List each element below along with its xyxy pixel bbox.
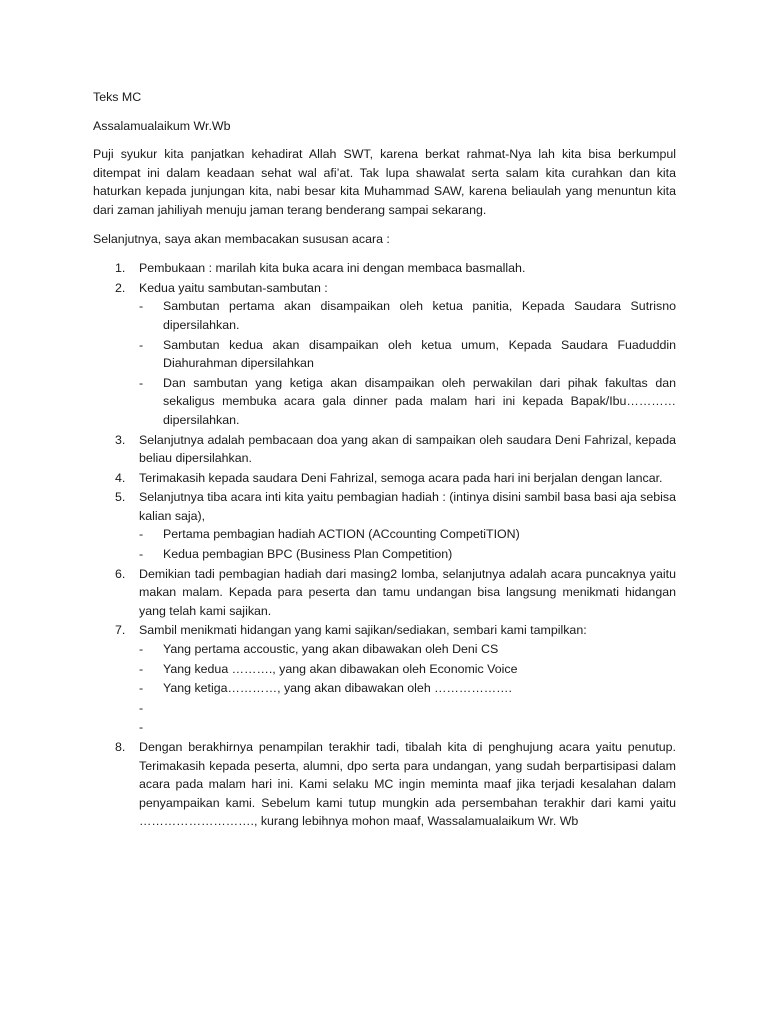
agenda-item — [93, 259, 676, 278]
agenda-item — [93, 621, 676, 737]
dash-bullet: - — [139, 720, 144, 735]
agenda-item-number: 5. — [115, 490, 126, 505]
agenda-subitem — [139, 699, 676, 718]
agenda-subitem — [139, 525, 676, 544]
dash-bullet: - — [139, 337, 144, 352]
dash-bullet: - — [139, 547, 144, 562]
document-body — [93, 88, 676, 832]
agenda-subitem-text: Kedua pembagian BPC (Business Plan Competition) — [163, 547, 453, 562]
agenda-item-text: Terimakasih kepada saudara Deni Fahrizal, semoga acara pada hari ini berjalan dengan lancar. — [139, 470, 663, 485]
dash-bullet: - — [139, 527, 144, 542]
agenda-item-number: 7. — [115, 623, 126, 638]
agenda-subitem-text: Yang kedua ………., yang akan dibawakan oleh Economic Voice — [163, 661, 518, 676]
agenda-subitem-text: Yang ketiga…………, yang akan dibawakan oleh ………………. — [163, 681, 512, 696]
agenda-item-number: 3. — [115, 432, 126, 447]
dash-bullet: - — [139, 642, 144, 657]
agenda-item-text: Selanjutnya tiba acara inti kita yaitu pembagian hadiah : (intinya disini sambil basa basi aja sebisa kalian saja), — [139, 490, 676, 523]
greeting-line: Assalamualaikum Wr.Wb — [93, 118, 231, 133]
agenda-subitem — [139, 718, 676, 737]
agenda-item-text: Dengan berakhirnya penampilan terakhir tadi, tibalah kita di penghujung acara yaitu penutup. Terimakasih kepada peserta, alumni, dpo serta para undangan, yang sudah berpartisipasi dalam acara pada malam hari ini. Kami selaku MC ingin meminta maaf jika terjadi kesalahan dalam penyampaikan kami. Sebelum kami tutup mungkin ada persembahan terakhir dari kami yaitu ………………………., kurang lebihnya mohon maaf, Wassalamualaikum Wr. Wb — [139, 740, 676, 829]
agenda-subitem — [139, 660, 676, 679]
agenda-item — [93, 565, 676, 621]
agenda-sublist — [139, 525, 676, 563]
agenda-item-text: Demikian tadi pembagian hadiah dari masing2 lomba, selanjutnya adalah acara puncaknya yaitu makan malam. Kepada para peserta dan tamu undangan bisa langsung menikmati hidangan yang telah kami sajikan. — [139, 566, 676, 618]
agenda-subitem-text: Sambutan pertama akan disampaikan oleh ketua panitia, Kepada Saudara Sutrisno dipersilahkan. — [163, 299, 676, 332]
agenda-item — [93, 469, 676, 488]
agenda-intro: Selanjutnya, saya akan membacakan sususan acara : — [93, 231, 390, 246]
dash-bullet: - — [139, 700, 144, 715]
dash-bullet: - — [139, 661, 144, 676]
agenda-item — [93, 488, 676, 563]
dash-bullet: - — [139, 375, 144, 390]
agenda-subitem-text: Pertama pembagian hadiah ACTION (ACcounting CompetiTION) — [163, 527, 520, 542]
agenda-item-number: 2. — [115, 280, 126, 295]
agenda-item — [93, 738, 676, 831]
agenda-item-number: 6. — [115, 566, 126, 581]
agenda-item — [93, 279, 676, 430]
agenda-item-number: 8. — [115, 740, 126, 754]
agenda-item-number: 4. — [115, 470, 126, 485]
agenda-subitem — [139, 374, 676, 430]
agenda-sublist — [139, 640, 676, 737]
agenda-subitem — [139, 640, 676, 659]
agenda-subitem-text: Dan sambutan yang ketiga akan disampaikan oleh perwakilan dari pihak fakultas dan sekaligus membuka acara gala dinner pada malam hari ini kepada Bapak/Ibu………… dipersilahkan. — [163, 375, 676, 427]
agenda-sublist — [139, 297, 676, 429]
agenda-subitem-text: Yang pertama accoustic, yang akan dibawakan oleh Deni CS — [163, 642, 499, 657]
agenda-item — [93, 431, 676, 468]
agenda-item-text: Pembukaan : marilah kita buka acara ini dengan membaca basmallah. — [139, 261, 526, 276]
agenda-item-text: Sambil menikmati hidangan yang kami sajikan/sediakan, sembari kami tampilkan: — [139, 623, 587, 638]
agenda-subitem — [139, 297, 676, 334]
agenda-item-text: Selanjutnya adalah pembacaan doa yang akan di sampaikan oleh saudara Deni Fahrizal, kepada beliau dipersilahkan. — [139, 432, 676, 466]
dash-bullet: - — [139, 299, 144, 314]
document-title: Teks MC — [93, 90, 142, 104]
agenda-subitem — [139, 336, 676, 373]
agenda-subitem — [139, 679, 676, 698]
agenda-item-number: 1. — [115, 261, 126, 276]
dash-bullet: - — [139, 681, 144, 696]
agenda-item-text: Kedua yaitu sambutan-sambutan : — [139, 280, 328, 295]
agenda-list — [93, 259, 676, 831]
agenda-subitem — [139, 545, 676, 564]
opening-paragraph: Puji syukur kita panjatkan kehadirat Allah SWT, karena berkat rahmat-Nya lah kita bisa berkumpul ditempat ini dalam keadaan sehat wal afi’at. Tak lupa shawalat serta salam kita curahkan dan kita haturkan kepada junjungan kita, nabi besar kita Muhammad SAW, karena beliaulah yang menuntun kita dari zaman jahiliyah menuju jaman terang benderang sampai sekarang. — [93, 147, 676, 217]
agenda-subitem-text: Sambutan kedua akan disampaikan oleh ketua umum, Kepada Saudara Fuaduddin Diahurahman dipersilahkan — [163, 337, 676, 371]
